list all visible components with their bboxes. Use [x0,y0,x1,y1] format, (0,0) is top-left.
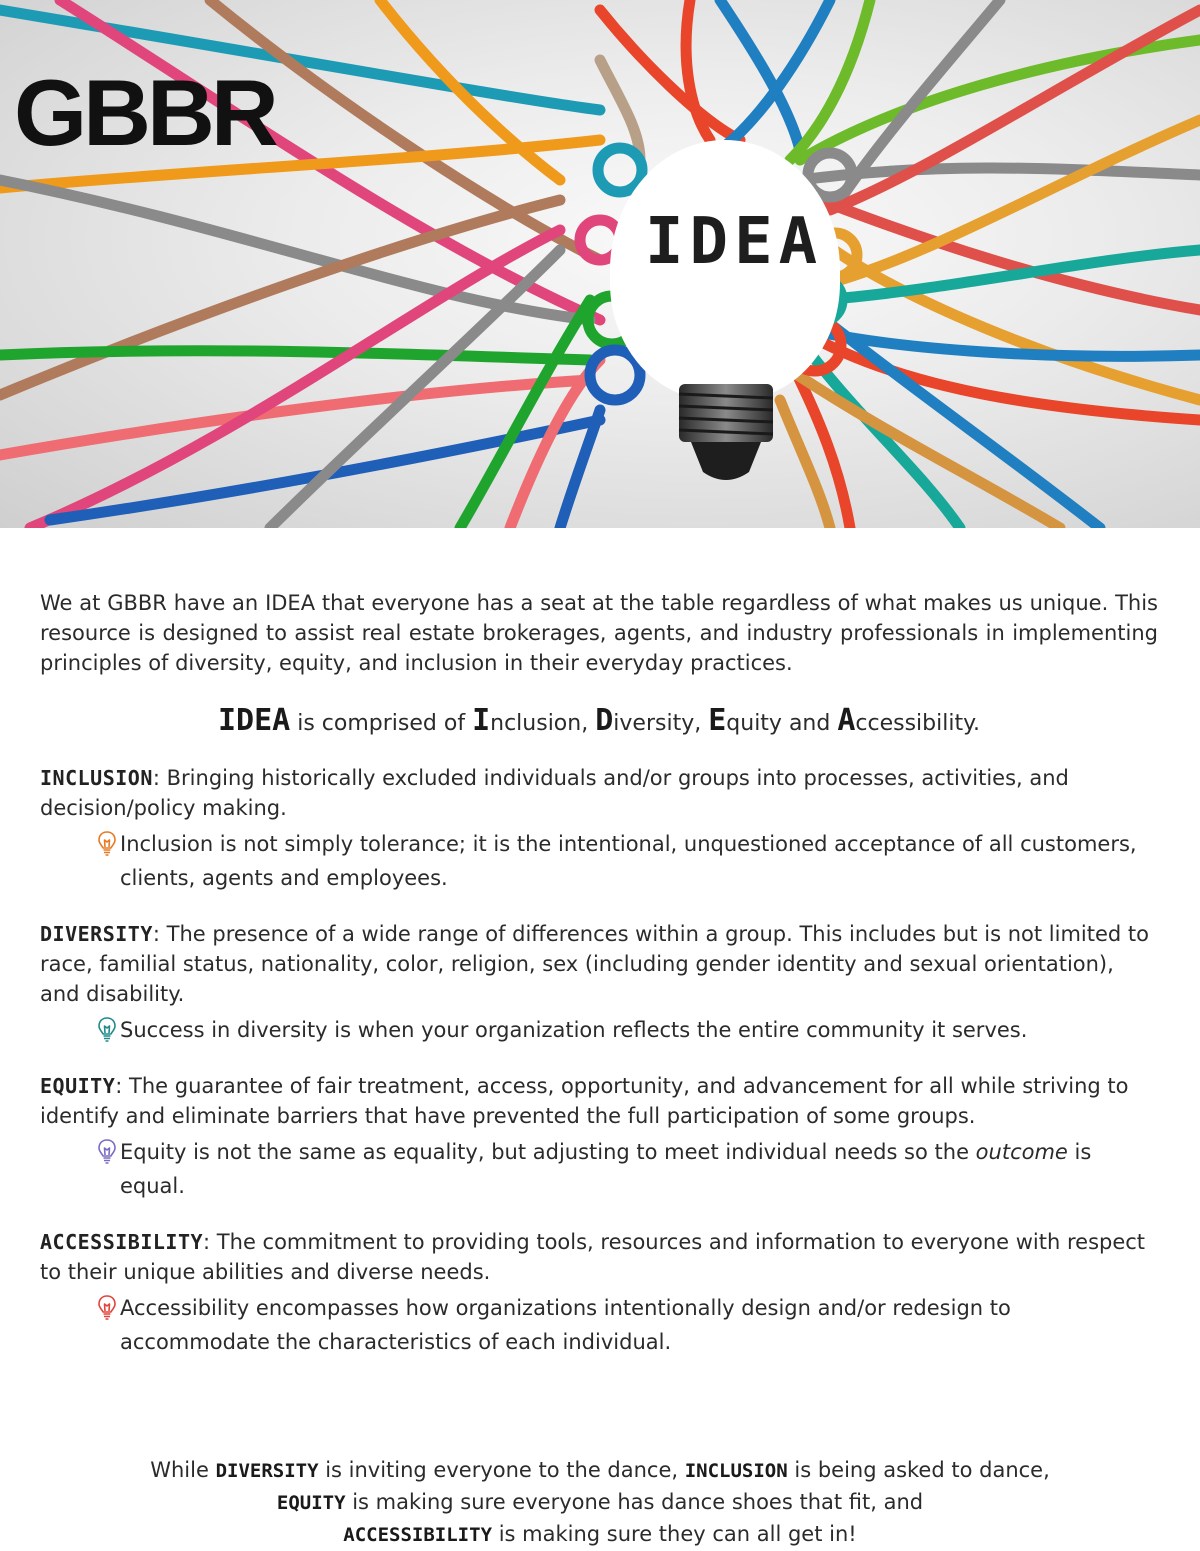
tip-text: Accessibility encompasses how organizations intentionally design and/or redesign to accommodate the characteristics of each individual. [120,1296,1011,1354]
lightbulb-base-icon [677,384,775,484]
hero-image [0,0,1200,528]
lightbulb-icon [98,1017,116,1043]
closing-term-accessibility: ACCESSIBILITY [343,1524,493,1546]
section-diversity [40,919,1158,1047]
idea-line-text: is comprised of [290,711,473,736]
word-rest: nclusion [490,711,582,736]
word-rest: iversity [613,711,695,736]
lightbulb-icon [98,831,116,857]
closing-text: is inviting everyone to the dance, [318,1458,685,1482]
hero-idea-title: IDEA [645,205,824,279]
colon: : [152,766,160,790]
closing-text: is making sure everyone has dance shoes that fit, and [345,1490,924,1514]
separator: . [972,711,980,736]
closing-text: While [150,1458,216,1482]
closing-statement [0,1455,1200,1551]
tip-text: Inclusion is not simply tolerance; it is the intentional, unquestioned acceptance of all customers, clients, agents and employees. [120,832,1137,890]
idea-acronym-line [40,703,1158,739]
tip-text-part: Equity is not the same as equality, but adjusting to meet individual needs so the [120,1140,976,1164]
initial-a: A [837,703,856,738]
word-rest: ccessibility [855,711,973,736]
tip-diversity [98,1013,1158,1047]
lightbulb-icon [98,1295,116,1321]
separator: , [694,711,709,736]
section-accessibility [40,1227,1158,1359]
initial-d: D [595,703,614,738]
section-equity [40,1071,1158,1203]
closing-line-3 [0,1519,1200,1551]
colon: : [115,1074,123,1098]
initial-i: I [472,703,491,738]
definition-accessibility: The commitment to providing tools, resources and information to everyone with respect to their unique abilities and diverse needs. [40,1230,1146,1284]
section-inclusion [40,763,1158,895]
colon: : [203,1230,211,1254]
gbbr-logo: GBBR [14,60,275,165]
initial-e: E [708,703,727,738]
tip-text: Success in diversity is when your organization reflects the entire community it serves. [120,1018,1028,1042]
tip-text-part: is equal. [120,1140,1092,1198]
closing-line-2 [0,1487,1200,1519]
closing-text: is being asked to dance, [787,1458,1050,1482]
tip-accessibility [98,1291,1158,1359]
closing-term-inclusion: INCLUSION [684,1460,788,1482]
intro-paragraph: We at GBBR have an IDEA that everyone has a seat at the table regardless of what makes us unique. This resource is designed to assist real estate brokerages, agents, and industry professionals in implementing principles of diversity, equity, and inclusion in their everyday practices. [40,591,1158,675]
colon: : [152,922,160,946]
closing-line-1 [0,1455,1200,1487]
lightbulb-icon [98,1139,116,1165]
definition-equity: The guarantee of fair treatment, access, opportunity, and advancement for all while striving to identify and eliminate barriers that have prevented the full participation of some groups. [40,1074,1129,1128]
tip-text [120,1135,1158,1203]
closing-term-diversity: DIVERSITY [215,1460,319,1482]
term-inclusion: INCLUSION [40,766,153,790]
separator: , [581,711,596,736]
definition-inclusion: Bringing historically excluded individuals and/or groups into processes, activities, and decision/policy making. [40,766,1069,820]
definition-diversity: The presence of a wide range of differences within a group. This includes but is not limited to race, familial status, nationality, color, religion, sex (including gender identity and sexual orientation), and disability. [40,922,1149,1006]
closing-term-equity: EQUITY [276,1492,346,1514]
closing-text: is making sure they can all get in! [492,1522,857,1546]
document-body [40,588,1158,1359]
tip-equity [98,1135,1158,1203]
idea-acronym: IDEA [218,703,291,738]
word-rest: quity [726,711,782,736]
separator: and [781,711,838,736]
term-accessibility: ACCESSIBILITY [40,1230,204,1254]
term-diversity: DIVERSITY [40,922,153,946]
tip-emphasis: outcome [975,1140,1068,1164]
tip-inclusion [98,827,1158,895]
term-equity: EQUITY [40,1074,116,1098]
